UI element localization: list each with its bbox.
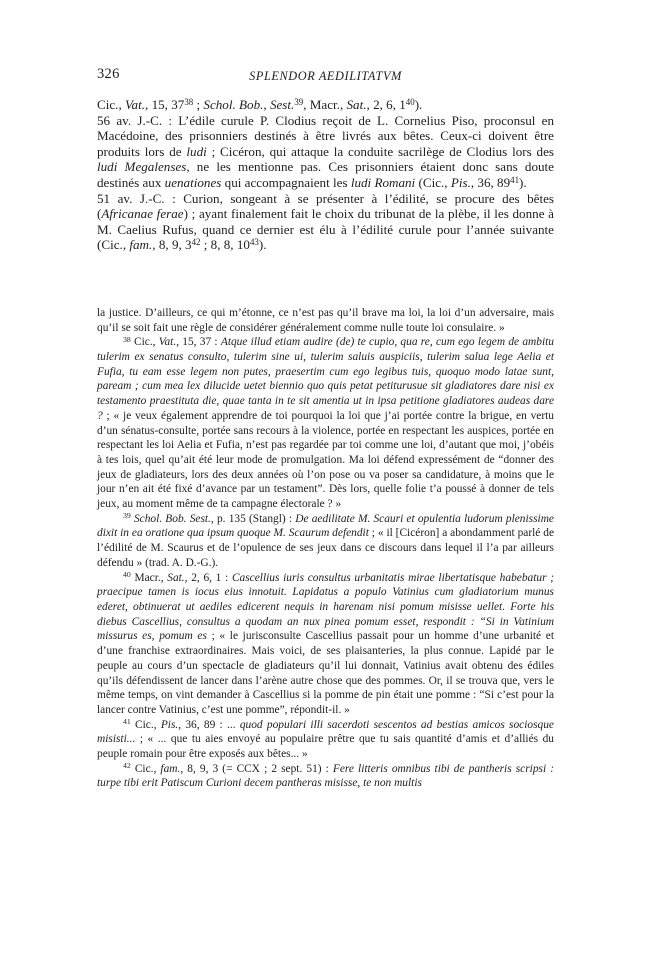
footnote-ref: 38 <box>123 334 131 344</box>
page-header <box>97 66 554 82</box>
footnote-ref: 39 <box>294 97 304 107</box>
footnote-ref: 41 <box>123 717 131 727</box>
footnote: $^{40}$ Macr., Sat., 2, 6, 1 : Cascellius iuris consultus urbanitatis mirae libertatisque habebatur ; praecipue tamen is iocus eius innotuit. Lapidatus a populo Vatinius cum gladiatorium munus ederet, obtinuerat ut aediles edicerent nequis in harenam nisi pomum misisse uellet. Forte his diebus Cascellius, consultus a quodam an nux pinea pomum esset, respondit : “Si in Vatinium missurus es, pomum es ; « le jurisconsulte Cascellius passait pour un homme d’une urbanité et d’une franchise extraordinaires. Mais voici, de ses plaisanteries, la plus connue. Lapidé par le peuple au cours d’un spectacle de gladiateurs qu’il lui donnait, Vatinius avait obtenu des édiles qu’ils défendissent de lancer dans l’arène autre chose que des pommes. Or, il se trouva que, vers le même temps, on vint demander à Cascellius si la pomme de pin était une pomme : “Si c’est pour la lancer contre Vatinius, c’est une pomme”, répondit-il. » <box>97 570 555 716</box>
footnote-ref: 43 <box>249 237 259 248</box>
body-paragraph: 56 av. J.-C. : L’édile curule P. Clodius reçoit de L. Cornelius Piso, proconsul en Macédoine, des prisonniers destinés à être livrés aux bêtes. Ceux-ci doivent être produits lors de ludi ; Cicéron, qui attaque la conduite sacrilège de Clodius lors des ludi Megalenses, ne les mentionne pas. Ces prisonniers étaient donc sans doute destinés aux uenationes qui accompagnaient les ludi Romani (Cic., Pis., 36, $89^{41}$). <box>97 112 554 190</box>
footnote: $^{39}$ Schol. Bob. Sest., p. 135 (Stangl) : De aedilitate M. Scauri et opulentia ludorum plenissime dixit in ea oratione qua ipsum quoque M. Scaurum defendit ; « il [Cicéron] a abondamment parlé de l’édilité de M. Scaurus et de l’opulence de ses jeux dans ce discours dans lequel il l’a par ailleurs défendu » (trad. A. D.-G.). <box>97 511 554 569</box>
footnote-ref: 40 <box>405 97 415 107</box>
footnote-ref: 41 <box>510 174 520 185</box>
footnote-ref: 39 <box>123 511 131 521</box>
running-title: SPLENDOR AEDILITATVM <box>249 68 402 83</box>
footnote-ref: 40 <box>123 570 131 580</box>
footnote: la justice. D’ailleurs, ce qui m’étonne, ce n’est pas qu’il brave ma loi, la loi d’un adversaire, mais qu’il se soit fait une règle de considérer généralement comme nulle toute loi consulaire. » <box>97 306 554 334</box>
body-paragraph: Cic., Vat., 15, $37^{38}$ ; Schol. Bob., Sest.$^{39}$, Macr., Sat., 2, 6, $1^{40}$). <box>97 97 423 112</box>
footnote-ref: 38 <box>184 97 194 107</box>
footnote: $^{42}$ Cic., fam., 8, 9, 3 (= CCX ; 2 sept. 51) : Fere litteris omnibus tibi de pantheris scripsi : turpe tibi erit Patiscum Curioni decem pantheras misisse, te non multis <box>97 761 554 790</box>
footnote: $^{38}$ Cic., Vat., 15, 37 : Atque illud etiam audire (de) te cupio, qua re, cum ego legem de ambitu tulerim ex senatus consulto, tulerim sine ui, tulerim saluis auspiciis, tulerim salua lege Aelia et Fufia, tu eam esse legem non putes, praesertim cum ego legibus tuis, quoquo modo latae sunt, paream ; cum mea lex dilucide uetet biennio quo quis petat petiturusue sit gladiatores dare nisi ex testamento praestituta die, quae tanta in te sit amentia ut in ipsa petitione gladiatores audeas dare ? ; « je veux également apprendre de toi pourquoi la loi que j’ai portée contre la brigue, en vertu d’un sénatus-consulte, portée sans recours à la violence, portée en respectant les auspices, portée en respectant les loi Aelia et Fufia, n’est pas regardée par toi comme une loi, d’autant que moi, j’obéis à tes lois, quel qu’ait été leur mode de promulgation. Ma loi défend expressément de “donner des jeux de gladiateurs, lors des deux années où l’on pose ou va poser sa candidature, à moins que le jour n’en ait été fixé d’avance par un testament”. Dès lors, quelle folie t’a poussé à donner de tels jeux, au moment même de ta campagne électorale ? » <box>97 334 554 511</box>
footnotes <box>97 306 554 791</box>
footnote: $^{41}$ Cic., Pis., 36, 89 : ... quod populari illi sacerdoti sescentos ad bestias amicos sociosque misisti... ; « ... que tu aies envoyé au populaire prêtre que tu sais quantité d’amis et d’alliés du peuple romain pour être exposés aux bêtes... » <box>97 717 554 761</box>
text-block <box>97 66 554 791</box>
main-text <box>97 97 554 253</box>
body-paragraph: 51 av. J.-C. : Curion, songeant à se présenter à l’édilité, se procure des bêtes (Africanae ferae) ; ayant finalement fait le choix du tribunat de la plèbe, il les donne à M. Caelius Rufus, quand ce dernier est élu à l’édilité curule pour l’année suivante (Cic., fam., 8, 9, $3^{42}$ ; 8, 8, $10^{43}$). <box>97 190 554 253</box>
footnote-ref: 42 <box>123 761 131 771</box>
page-number: 326 <box>97 66 120 82</box>
footnote-ref: 42 <box>191 237 201 248</box>
